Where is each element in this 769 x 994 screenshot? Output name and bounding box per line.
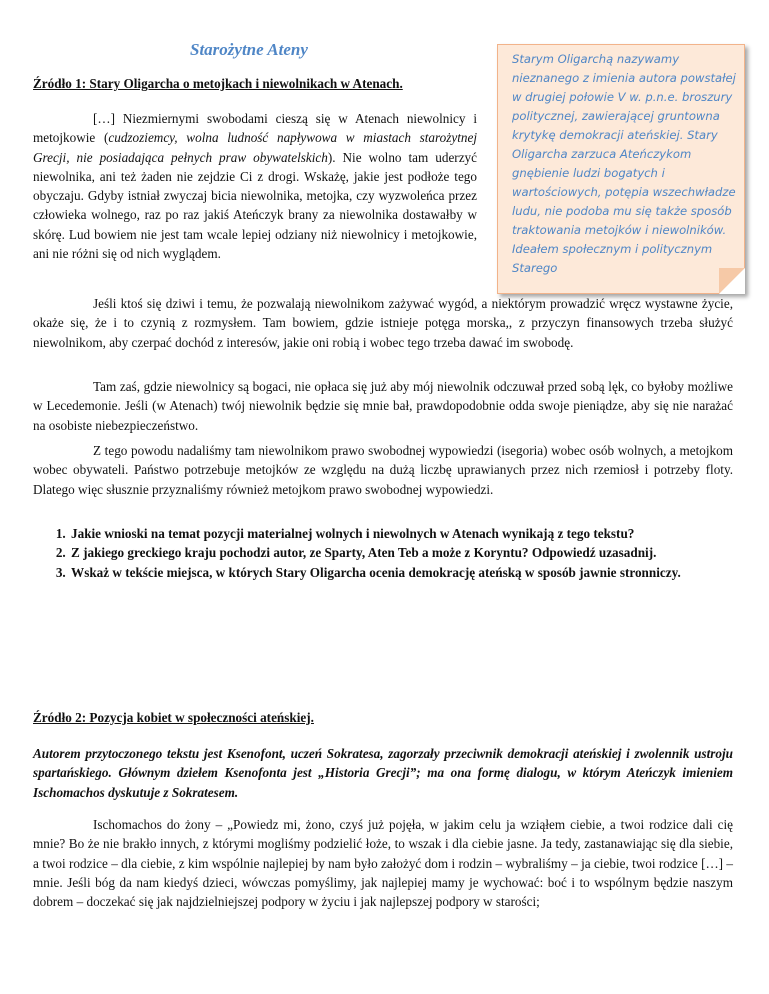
source-1-paragraph-2: Jeśli ktoś się dziwi i temu, że pozwalają niewolnikom zażywać wygód, a niektórym prowadzić wręcz wystawne życie, okaże się, że i to czynią z rozmysłem. Tam bowiem, gdzie istnieje potęga morska,, z przyczyn finansowych trzeba służyć niewolnikom, aby czerpać dochód z interesów, jakie oni robią i wobec tego trzeba dawać im swobodę.	[33, 296, 733, 350]
question-list	[33, 524, 769, 582]
source-2-paragraph-1: Ischomachos do żony – „Powiedz mi, żono, czyś już pojęła, w jakim celu ja wziąłem ciebie, a twoi rodzice dali cię mnie? Bo że nie brakło innych, z którymi mogliśmy podzielić łoże, to wszak i dla ciebie jasne. Ja tedy, zastanawiając się dla siebie, a twoi rodzice – dla ciebie, z kim wspólnie najlepiej by nam było założyć dom i rodzin – wybraliśmy – ja ciebie, twoi rodzice […] – mnie. Jeśli bóg da nam kiedyś dzieci, wówczas pomyślimy, jak najlepiej mamy je wychować: boć i to wspólnym będzie naszym dobrem – doczekać się jak najdzielniejszej podpory w życiu i jak najlepszej podpory w starości;	[33, 817, 733, 910]
question-item: 3. Wskaż w tekście miejsca, w których Stary Oligarcha ocenia demokrację ateńską w sposób jawnie stronniczy.	[69, 563, 769, 582]
source-2-intro: Autorem przytoczonego tekstu jest Ksenofont, uczeń Sokratesa, zagorzały przeciwnik demokracji ateńskiej i zwolennik ustroju spartańskiego. Głównym dziełem Ksenofonta jest „Historia Grecji”; ma ona formę dialogu, w którym Ateńczyk imieniem Ischomachos dyskutuje z Sokratesem.	[33, 746, 733, 800]
note-fold-cutout	[719, 268, 745, 294]
source-2-heading: Źródło 2: Pozycja kobiet w społeczności ateńskiej.	[33, 710, 314, 725]
source-1-p1-text-a: […] Niezmiernymi swobodami cieszą się w Atenach niewolnicy i metojkowie (	[33, 111, 477, 146]
source-1-paragraph-4: Z tego powodu nadaliśmy tam niewolnikom prawo swobodnej wypowiedzi (isegoria) wobec osób wolnych, a metojkom wobec obywateli. Państwo potrzebuje metojków ze względu na dużą liczbę uprawianych przez nich rzemiosł i potrzeby floty. Dlatego więc słusznie przyznaliśmy również metojkom prawo swobodnej wypowiedzi.	[33, 443, 733, 497]
source-1-paragraph-1	[33, 109, 477, 263]
sticky-note	[497, 44, 745, 294]
question-item: 1. Jakie wnioski na temat pozycji materialnej wolnych i niewolnych w Atenach wynikają z tego tekstu?	[69, 524, 769, 543]
source-1-p1-italic: cudzoziemcy, wolna ludność napływowa w miastach starożytnej Grecji, nie posiadająca pełnych praw obywatelskich	[33, 130, 478, 165]
sticky-note-text: Starym Oligarchą nazywamy nieznanego z imienia autora powstałej w drugiej połowie V w. p.n.e. broszury politycznej, zawierającej gruntowna krytykę demokracji ateńskiej. Stary Oligarcha zarzuca Ateńczykom gnębienie ludzi bogatych i wartościowych, potępia wszechwładze ludu, nie podoba mu się także sposób traktowania metojków i niewolników. Ideałem społecznym i politycznym Starego	[512, 52, 736, 275]
question-item: 2. Z jakiego greckiego kraju pochodzi autor, ze Sparty, Aten Teb a może z Koryntu? Odpowiedź uzasadnij.	[69, 543, 769, 562]
source-1-paragraph-3: Tam zaś, gdzie niewolnicy są bogaci, nie opłaca się już aby mój niewolnik odczuwał przed sobą lęk, co byłoby możliwe w Lecedemonie. Jeśli (w Atenach) twój niewolnik będzie się mnie bał, prawdopodobnie odda swoje pieniądze, aby się nie narażać na osobiste niebezpieczeństwo.	[33, 379, 733, 433]
source-1-heading: Źródło 1: Stary Oligarcha o metojkach i niewolnikach w Atenach.	[33, 76, 403, 91]
source-1-p1-text-b: ). Nie wolno tam uderzyć niewolnika, ani też żaden nie zejdzie Ci z drogi. Wskażę, jakie jest podłoże tego obyczaju. Gdyby istniał zwyczaj bicia niewolnika, metojka, czy wyzwoleńca przez człowieka wolnego, raz po raz jakiś Ateńczyk brany za niewolnika dostawałby w skórę. Lud bowiem nie jest tam wcale lepiej odziany niż niewolnicy i metojkowie, ani nie różni się od nich wyglądem.	[33, 149, 477, 262]
page-title: Starożytne Ateny	[190, 40, 308, 59]
